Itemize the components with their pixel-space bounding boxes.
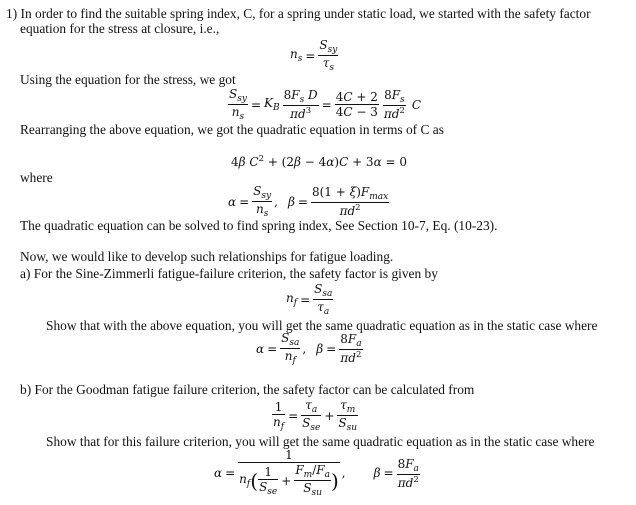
problem-intro-line2: equation for the stress at closure, i.e., <box>20 21 220 36</box>
eq-goodman: $\frac{1}{n_f}$ = $\frac{\tau_a}{S_{se}}$ + $\frac{\tau_m}{S_{su}}$ <box>273 398 358 433</box>
eq-safety-factor-sz: $n_f$ = $\frac{S_{sa}}{\tau_a}$ <box>286 282 333 317</box>
solved-text: The quadratic equation can be solved to find spring index, See Section 10-7, Eq. (10-23). <box>20 218 498 233</box>
rearranging-text: Rearranging the above equation, we got the quadratic equation in terms of C as <box>20 122 444 137</box>
eq-alpha-beta-a: α = $\frac{S_{sa}}{n_f}$ , β = $\frac{8F_a}{\pi d^2}$ <box>256 331 362 366</box>
eq-quadratic: 4β $C^2 + (2\beta - 4\alpha)C + 3\alpha = 0$ <box>231 154 408 169</box>
eq-safety-factor-static: $n_s$ = $\frac{S_{sy}}{\tau_s}$ <box>290 38 338 73</box>
using-text: Using the equation for the stress, we got <box>20 72 236 87</box>
where-text: where <box>20 170 53 185</box>
problem-intro-line1: 1) In order to find the suitable spring index, C, for a spring under static load, we started with the safety factor <box>6 6 591 21</box>
eq-stress-closure: $\frac{S_{sy}}{n_s}$ = $K_B$ $\frac{8F_s D}{\pi d^3}$ = $\frac{4C + 2}{4C - 3}$ $\frac{8F_s}{\pi d^2}$ C <box>229 87 422 122</box>
fatigue-intro: Now, we would like to develop such relationships for fatigue loading. <box>20 249 394 264</box>
part-b-show: Show that for this failure criterion, you will get the same quadratic equation as in the static case where <box>46 434 595 449</box>
eq-alpha-beta-b: α = 1 $n_f$ ( $\frac{1}{S_{se}}$ + $\frac{F_m/F_a}{S_{su}}$ ) , β = $\frac{8F_a}{\pi d^2}$ <box>214 448 419 498</box>
eq-alpha-beta-static: α = $\frac{S_{sy}}{n_s}$ , β = $\frac{8(1 + \xi)F_{max}}{\pi d^2}$ <box>228 184 389 219</box>
part-b-text: b) For the Goodman fatigue failure criterion, the safety factor can be calculated from <box>20 382 475 397</box>
part-a-show: Show that with the above equation, you will get the same quadratic equation as in the static case where <box>46 318 598 333</box>
part-a-text: a) For the Sine-Zimmerli fatigue-failure criterion, the safety factor is given by <box>20 266 438 281</box>
